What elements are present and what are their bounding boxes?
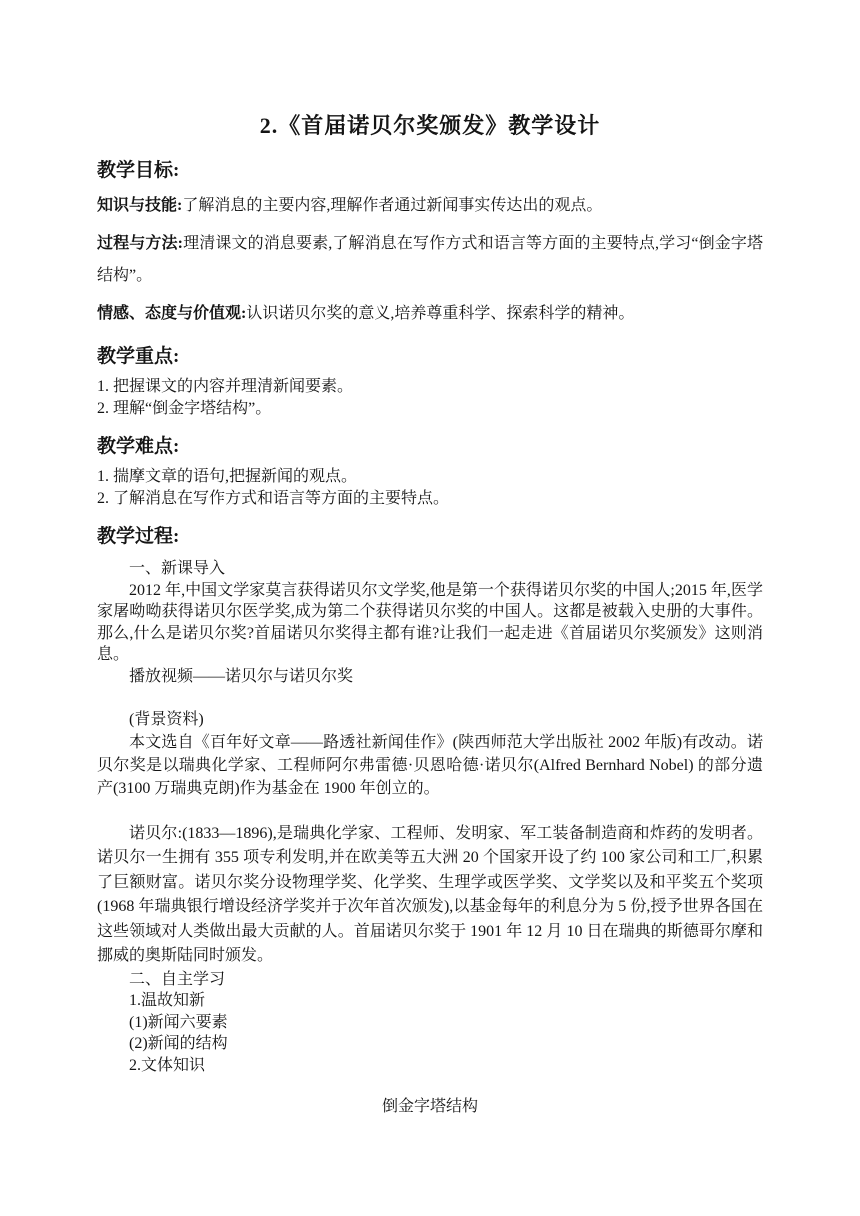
lead-in-paragraph: 2012 年,中国文学家莫言获得诺贝尔文学奖,他是第一个获得诺贝尔奖的中国人;2015 年,医学家屠呦呦获得诺贝尔医学奖,成为第二个获得诺贝尔奖的中国人。这都是被载入史册的大事件。那么,什么是诺贝尔奖?首届诺贝尔奖得主都有谁?让我们一起走进《首届诺贝尔奖颁发》这则消息。 bbox=[97, 581, 763, 663]
lead-in-title: 一、新课导入 bbox=[129, 560, 226, 577]
objective-emotion-values bbox=[97, 298, 763, 330]
self-study-item: (2)新闻的结构 bbox=[129, 1035, 228, 1052]
self-study-item: (1)新闻六要素 bbox=[129, 1013, 228, 1031]
key-point-item: 1. 把握课文的内容并理清新闻要素。 bbox=[97, 378, 354, 395]
difficulty-item: 1. 揣摩文章的语句,把握新闻的观点。 bbox=[97, 468, 358, 485]
background-title: (背景资料) bbox=[129, 711, 204, 728]
objective-label: 知识与技能: bbox=[97, 197, 183, 214]
objective-text: 认识诺贝尔奖的意义,培养尊重科学、探索科学的精神。 bbox=[246, 305, 635, 322]
video-line: 播放视频——诺贝尔与诺贝尔奖 bbox=[129, 667, 354, 685]
heading-objectives: 教学目标: bbox=[97, 160, 180, 181]
objective-knowledge-skills bbox=[97, 190, 763, 222]
page-title: 2.《首届诺贝尔奖颁发》教学设计 bbox=[259, 113, 601, 138]
objective-process-method bbox=[97, 228, 763, 292]
self-study-title: 二、自主学习 bbox=[129, 970, 226, 988]
heading-difficulties: 教学难点: bbox=[97, 436, 180, 457]
difficulties-list bbox=[97, 466, 763, 510]
self-study-item: 2.文体知识 bbox=[129, 1056, 206, 1074]
objective-text: 了解消息的主要内容,理解作者通过新闻事实传达出的观点。 bbox=[182, 197, 603, 214]
objective-label: 过程与方法: bbox=[97, 235, 183, 252]
heading-process: 教学过程: bbox=[97, 526, 180, 547]
difficulty-item: 2. 了解消息在写作方式和语言等方面的主要特点。 bbox=[97, 490, 450, 507]
objective-label: 情感、态度与价值观: bbox=[97, 305, 247, 322]
key-point-item: 2. 理解“倒金字塔结构”。 bbox=[97, 400, 272, 417]
self-study-item: 1.温故知新 bbox=[129, 992, 206, 1009]
inverted-pyramid-caption: 倒金字塔结构 bbox=[381, 1098, 478, 1115]
objective-text: 理清课文的消息要素,了解消息在写作方式和语言等方面的主要特点,学习“倒金字塔结构”。 bbox=[97, 235, 763, 284]
key-points-list bbox=[97, 376, 763, 420]
background-paragraph-nobel: 诺贝尔:(1833—1896),是瑞典化学家、工程师、发明家、军工装备制造商和炸药的发明者。诺贝尔一生拥有 355 项专利发明,并在欧美等五大洲 20 个国家开设了约 100 家公司和工厂,积累了巨额财富。诺贝尔奖分设物理学奖、化学奖、生理学或医学奖、文学奖以及和平奖五个奖项(1968 年瑞典银行增设经济学奖并于次年首次颁发),以基金每年的利息分为 5 份,授予世界各国在这些领域对人类做出最大贡献的人。首届诺贝尔奖于 1901 年 12 月 10 日在瑞典的斯德哥尔摩和挪威的奥斯陆同时颁发。 bbox=[97, 824, 763, 964]
heading-key-points: 教学重点: bbox=[97, 346, 180, 367]
background-paragraph-source: 本文选自《百年好文章——路透社新闻佳作》(陕西师范大学出版社 2002 年版)有改动。诺贝尔奖是以瑞典化学家、工程师阿尔弗雷德·贝恩哈德·诺贝尔(Alfred Bernhard Nobel) 的部分遗产(3100 万瑞典克朗)作为基金在 1900 年创立的。 bbox=[97, 733, 763, 797]
